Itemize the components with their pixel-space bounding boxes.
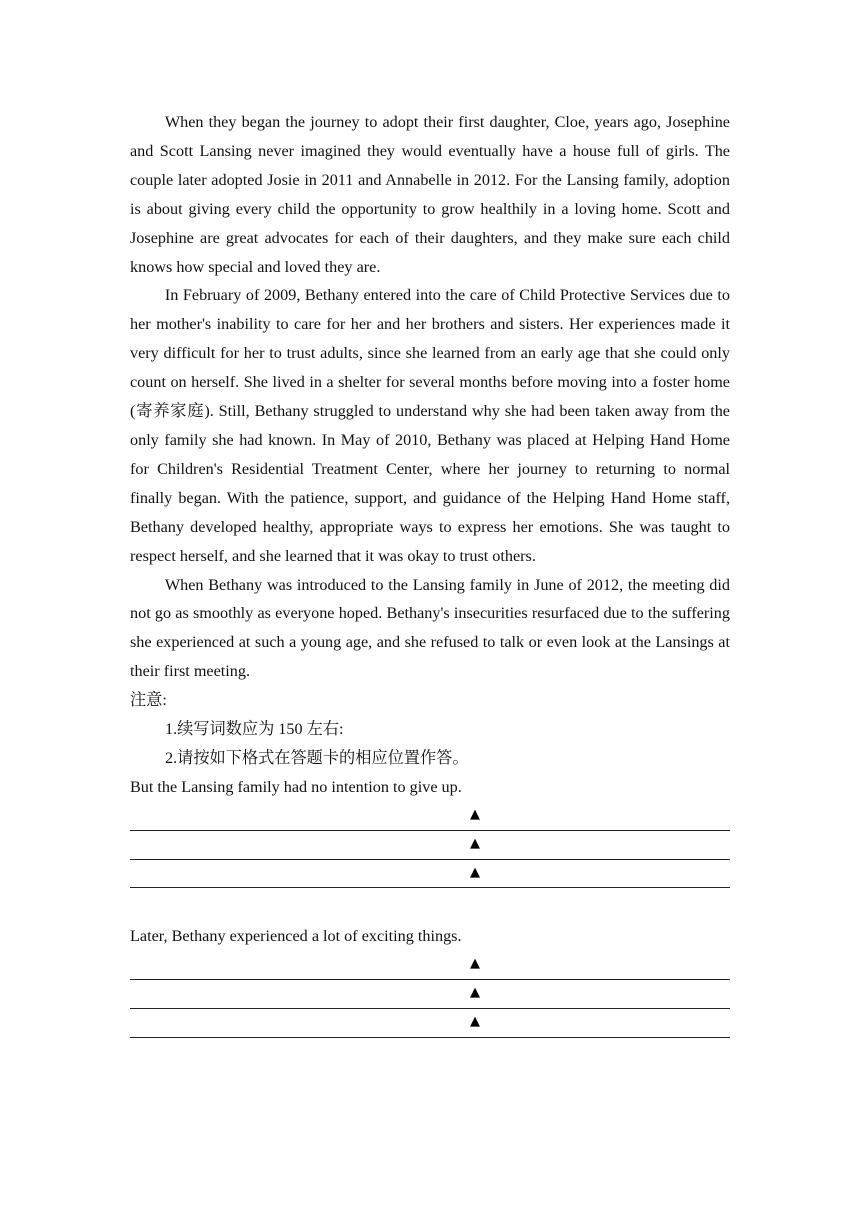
answer-line[interactable] bbox=[130, 831, 730, 860]
continuation-prompt-2: Later, Bethany experienced a lot of exciting things. bbox=[130, 927, 462, 946]
story-paragraph-3: When Bethany was introduced to the Lansing family in June of 2012, the meeting did not go as smoothly as everyone hoped. Bethany's insecurities resurfaced due to the suffering she experienced at such a young age, and she refused to talk or even look at the Lansings at their first meeting. bbox=[130, 575, 730, 681]
story-paragraph-2: In February of 2009, Bethany entered into the care of Child Protective Services due to her mother's inability to care for her and her brothers and sisters. Her experiences made it very difficult for her to trust adults, since she learned from an early age that she could only count on herself. She lived in a shelter for several months before moving into a foster home (寄养家庭). Still, Bethany struggled to understand why she had been taken away from the only family she had known. In May of 2010, Bethany was placed at Helping Hand Home for Children's Residential Treatment Center, where her journey to returning to normal finally began. With the patience, support, and guidance of the Helping Hand Home staff, Bethany developed healthy, appropriate ways to express her emotions. She was taught to respect herself, and she learned that it was okay to trust others. bbox=[130, 286, 730, 565]
section-spacer bbox=[130, 888, 730, 922]
answer-line[interactable] bbox=[130, 980, 730, 1009]
answer-lines-2 bbox=[130, 951, 730, 1038]
notes-heading: 注意: bbox=[130, 691, 167, 710]
note-item-word-count: 1.续写词数应为 150 左右: bbox=[165, 720, 344, 739]
story-paragraph-1: When they began the journey to adopt their first daughter, Cloe, years ago, Josephine and Scott Lansing never imagined they would eventually have a house full of girls. The couple later adopted Josie in 2011 and Annabelle in 2012. For the Lansing family, adoption is about giving every child the opportunity to grow healthily in a loving home. Scott and Josephine are great advocates for each of their daughters, and they make sure each child knows how special and loved they are. bbox=[130, 113, 730, 276]
triangle-marker-icon: ▲ bbox=[470, 806, 480, 822]
note-item-format: 2.请按如下格式在答题卡的相应位置作答。 bbox=[165, 748, 469, 767]
answer-line[interactable] bbox=[130, 802, 730, 831]
triangle-marker-icon: ▲ bbox=[470, 864, 480, 880]
answer-line[interactable] bbox=[130, 1009, 730, 1038]
answer-lines-1 bbox=[130, 802, 730, 889]
triangle-marker-icon: ▲ bbox=[470, 956, 480, 972]
continuation-prompt-1: But the Lansing family had no intention to give up. bbox=[130, 777, 462, 796]
answer-line[interactable] bbox=[130, 951, 730, 980]
triangle-marker-icon: ▲ bbox=[470, 835, 480, 851]
document-page bbox=[130, 108, 730, 1038]
triangle-marker-icon: ▲ bbox=[470, 1014, 480, 1030]
triangle-marker-icon: ▲ bbox=[470, 985, 480, 1001]
answer-line[interactable] bbox=[130, 860, 730, 889]
